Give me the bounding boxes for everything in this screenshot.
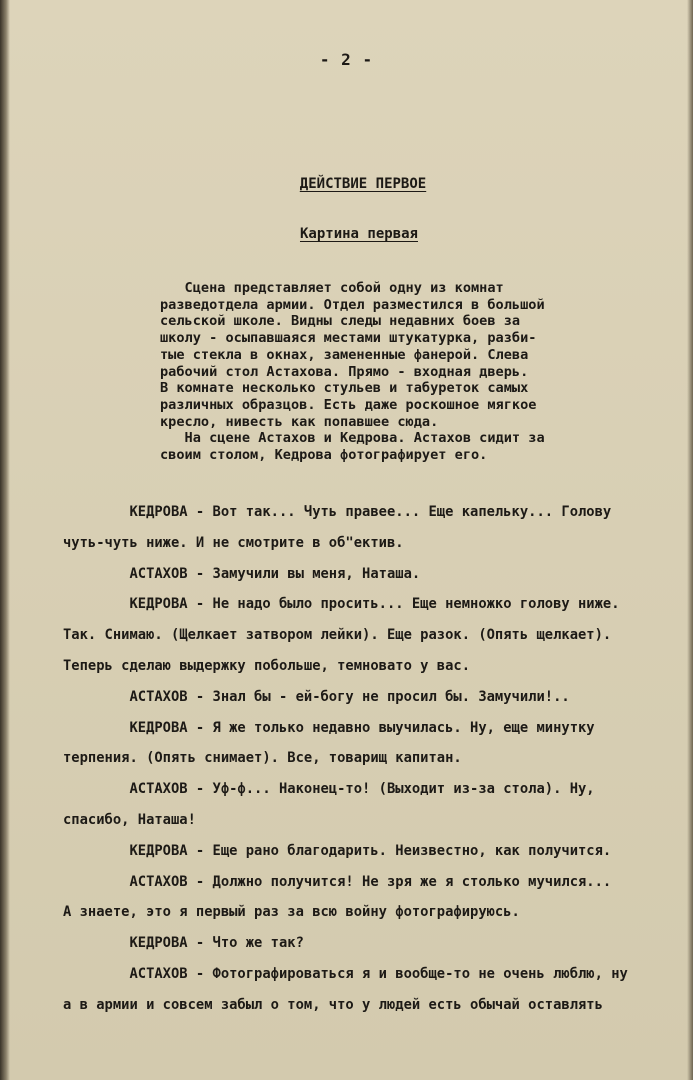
- stage-direction-line: На сцене Астахов и Кедрова. Астахов сидит за: [160, 430, 545, 447]
- dialogue-line: терпения. (Опять снимает). Все, товарищ капитан.: [63, 750, 462, 767]
- dialogue-line: а в армии и совсем забыл о том, что у людей есть обычай оставлять: [63, 996, 603, 1013]
- dialogue-line: АСТАХОВ - Уф-ф... Наконец-то! (Выходит из-за стола). Ну,: [63, 781, 595, 798]
- stage-direction-line: различных образцов. Есть даже роскошное мягкое: [160, 396, 537, 413]
- act-title-text: ДЕЙСТВИЕ ПЕРВОЕ: [299, 176, 427, 192]
- stage-direction: [160, 280, 693, 464]
- stage-direction-line: В комнате несколько стульев и табуреток самых: [160, 380, 529, 397]
- dialogue-line: КЕДРОВА - Я же только недавно выучилась. Ну, еще минутку: [63, 719, 595, 736]
- dialogue-line: спасибо, Наташа!: [63, 811, 196, 828]
- stage-direction-line: кресло, нивесть как попавшее сюда.: [160, 413, 439, 430]
- dialogue-line: АСТАХОВ - Должно получится! Не зря же я столько мучился...: [63, 873, 612, 890]
- stage-direction-line: Сцена представляет собой одну из комнат: [160, 280, 504, 296]
- dialogue-line: А знаете, это я первый раз за всю войну фотографируюсь.: [63, 904, 520, 921]
- dialogue-line: Так. Снимаю. (Щелкает затвором лейки). Еще разок. (Опять щелкает).: [63, 627, 612, 644]
- stage-direction-line: рабочий стол Астахова. Прямо - входная дверь.: [160, 363, 529, 380]
- stage-direction-line: сельской школе. Видны следы недавних боев за: [160, 313, 521, 330]
- dialogue-line: чуть-чуть ниже. И не смотрите в об"ектив.: [63, 534, 404, 551]
- scene-title-text: Картина первая: [299, 226, 418, 242]
- dialogue-line: КЕДРОВА - Не надо было просить... Еще немножко голову ниже.: [63, 596, 620, 613]
- dialogue-line: АСТАХОВ - Знал бы - ей-богу не просил бы. Замучили!..: [63, 688, 570, 705]
- stage-direction-line: своим столом, Кедрова фотографирует его.: [160, 447, 488, 464]
- act-title: [0, 176, 693, 192]
- dialogue-line: КЕДРОВА - Вот так... Чуть правее... Еще капельку... Голову: [63, 504, 612, 520]
- page-left-edge-shadow: [0, 0, 10, 1080]
- dialogue-line: АСТАХОВ - Фотографироваться я и вообще-то не очень люблю, ну: [63, 965, 628, 982]
- dialogue-line: Теперь сделаю выдержку побольше, темновато у вас.: [63, 657, 471, 674]
- stage-direction-line: школу - осыпавшаяся местами штукатурка, разби-: [160, 330, 537, 347]
- stage-direction-line: разведотдела армии. Отдел разместился в большой: [160, 296, 545, 313]
- stage-direction-line: тые стекла в окнах, замененные фанерой. Слева: [160, 346, 529, 363]
- page-number: - 2 -: [319, 50, 374, 69]
- dialogue-line: КЕДРОВА - Что же так?: [63, 935, 304, 952]
- dialogue: [63, 497, 693, 1021]
- dialogue-line: АСТАХОВ - Замучили вы меня, Наташа.: [63, 565, 421, 582]
- dialogue-line: КЕДРОВА - Еще рано благодарить. Неизвестно, как получится.: [63, 842, 612, 859]
- scene-title: [0, 226, 693, 242]
